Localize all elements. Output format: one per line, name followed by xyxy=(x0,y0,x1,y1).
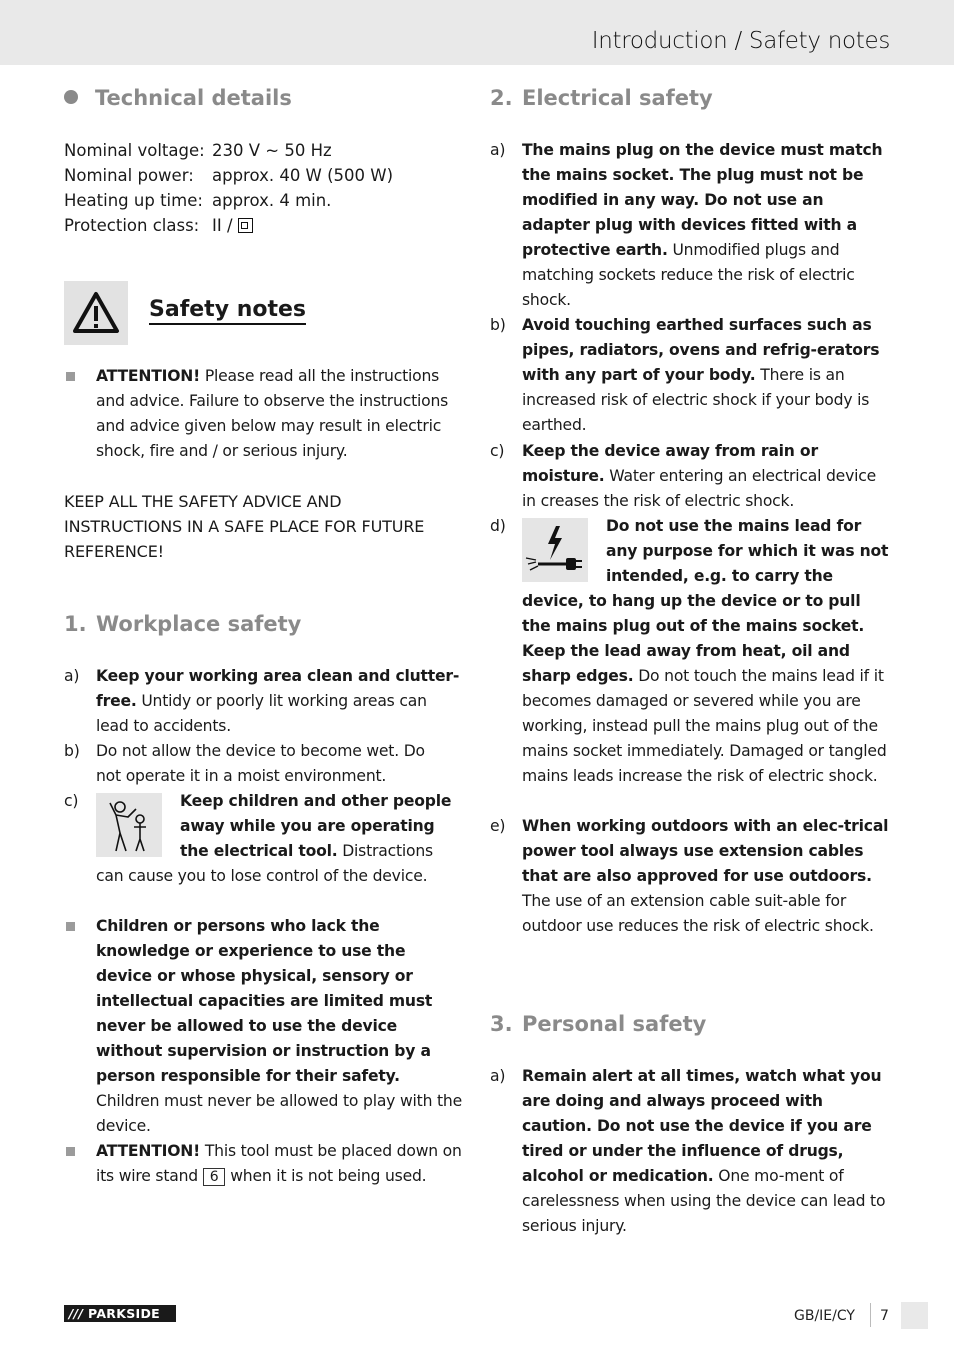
page-number: 7 xyxy=(880,1308,889,1324)
item-marker: a) xyxy=(64,667,80,685)
item-text: when it is not being used. xyxy=(225,1167,427,1185)
attention-text: Please read all the instructions and advice. Failure to observe the instructions and advice given below may result in electric shock, fire and / or serious injury. xyxy=(96,367,449,460)
item-marker: e) xyxy=(490,817,506,835)
item-marker: d) xyxy=(490,517,506,535)
section-number: 1. xyxy=(64,612,87,636)
item-text: Do not allow the device to become wet. Do not operate it in a moist environment. xyxy=(96,742,425,785)
item-bold: Avoid touching earthed surfaces such as pipes, radiators, ovens and refrig-erators with any part of your body. xyxy=(522,316,880,384)
tech-row xyxy=(64,188,331,213)
parkside-logo xyxy=(64,1305,176,1322)
personal-heading-text: Personal safety xyxy=(522,1012,707,1036)
tech-heading xyxy=(64,86,292,110)
item-text: Children must never be allowed to play with the device. xyxy=(96,1092,462,1135)
tech-value: II / xyxy=(212,216,233,235)
tech-value: 230 V ~ 50 Hz xyxy=(212,141,332,160)
workplace-heading xyxy=(64,612,301,636)
header-title: Introduction / Safety notes xyxy=(591,28,890,54)
warning-triangle-icon xyxy=(64,281,128,345)
cable-danger-icon xyxy=(522,518,588,582)
item-text: Distractions can cause you to lose control of the device. xyxy=(96,842,433,885)
item-bold: Do not use the mains lead for any purpose for which it was not intended, e.g. to carry the device, to hang up the device or to pull the mains plug out of the mains socket. Keep the lead away from heat, oil and sharp edges. xyxy=(522,517,889,685)
tech-label: Heating up time: xyxy=(64,191,203,210)
item-bold: When working outdoors with an elec-trical power tool always use extension cables that are also approved for use outdoors. xyxy=(522,817,889,885)
item-bold: Children or persons who lack the knowledge or experience to use the device or whose physical, sensory or intellectual capacities are limited must never be allowed to use the device without supervision or instruction by a person responsible for their safety. xyxy=(96,917,433,1085)
bullet-square-icon xyxy=(66,372,75,381)
electrical-heading xyxy=(490,86,713,110)
footer-divider xyxy=(870,1303,871,1327)
item-text: The use of an extension cable suit-able for outdoor use reduces the risk of electric shock. xyxy=(522,892,874,935)
tech-label: Nominal voltage: xyxy=(64,141,205,160)
tech-row xyxy=(64,138,332,163)
part-reference: 6 xyxy=(203,1168,226,1186)
tech-heading-text: Technical details xyxy=(95,86,292,110)
section-number: 3. xyxy=(490,1012,513,1036)
tech-label: Protection class: xyxy=(64,216,200,235)
item-marker: b) xyxy=(64,742,80,760)
item-bold: Keep children and other people away while you are operating the electrical tool. xyxy=(180,792,452,860)
electrical-heading-text: Electrical safety xyxy=(522,86,713,110)
item-text: Do not touch the mains lead if it becomes damaged or severed while you are working, instead pull the mains plug out of the mains socket immediately. Damaged or tangled mains leads increase the risk of electric shock. xyxy=(522,667,887,785)
tech-value: approx. 40 W (500 W) xyxy=(212,166,394,185)
region-code: GB/IE/CY xyxy=(794,1308,855,1324)
page-header xyxy=(0,0,954,65)
tech-row xyxy=(64,163,393,188)
item-text: Unmodified plugs and matching sockets reduce the risk of electric shock. xyxy=(522,241,855,309)
personal-heading xyxy=(490,1012,706,1036)
workplace-heading-text: Workplace safety xyxy=(96,612,302,636)
page-tab-marker xyxy=(901,1302,928,1329)
item-text: There is an increased risk of electric shock if your body is earthed. xyxy=(522,366,870,434)
item-marker: a) xyxy=(490,1067,506,1085)
tech-row xyxy=(64,213,253,238)
item-bold: Keep the device away from rain or moisture. xyxy=(522,442,818,485)
item-marker: c) xyxy=(490,442,505,460)
item-text: This tool must be placed down on its wire stand xyxy=(96,1142,462,1185)
item-text: Water entering an electrical device in creases the risk of electric shock. xyxy=(522,467,877,510)
warning-box xyxy=(64,281,128,345)
section-number: 2. xyxy=(490,86,513,110)
item-marker: a) xyxy=(490,141,506,159)
safety-notes-title: Safety notes xyxy=(149,297,306,325)
bullet-square-icon xyxy=(66,922,75,931)
keep-safe-note: KEEP ALL THE SAFETY ADVICE AND INSTRUCTIONS IN A SAFE PLACE FOR FUTURE REFERENCE! xyxy=(64,492,425,561)
tech-value: approx. 4 min. xyxy=(212,191,332,210)
item-bold: ATTENTION! xyxy=(96,1142,201,1160)
item-bold: The mains plug on the device must match the mains socket. The plug must not be modified in any way. Do not use an adapter plug with devices fitted with a protective earth. xyxy=(522,141,883,259)
protection-class-icon xyxy=(238,218,253,233)
logo-slashes-icon: /// xyxy=(68,1306,84,1321)
item-text: Untidy or poorly lit working areas can lead to accidents. xyxy=(96,692,427,735)
brand-name: PARKSIDE xyxy=(88,1306,160,1321)
attention-label: ATTENTION! xyxy=(96,367,201,385)
item-bold: Remain alert at all times, watch what you are doing and always proceed with caution. Do not use the device if you are tired or under the influence of drugs, alcohol or medication. xyxy=(522,1067,882,1185)
bullet-square-icon xyxy=(66,1147,75,1156)
item-bold: Keep your working area clean and clutter-free. xyxy=(96,667,460,710)
tech-label: Nominal power: xyxy=(64,166,194,185)
children-icon xyxy=(96,793,162,857)
item-text: One mo-ment of carelessness when using the device can lead to serious injury. xyxy=(522,1167,886,1235)
bullet-dot-icon xyxy=(64,90,78,104)
item-marker: b) xyxy=(490,316,506,334)
item-marker: c) xyxy=(64,792,79,810)
